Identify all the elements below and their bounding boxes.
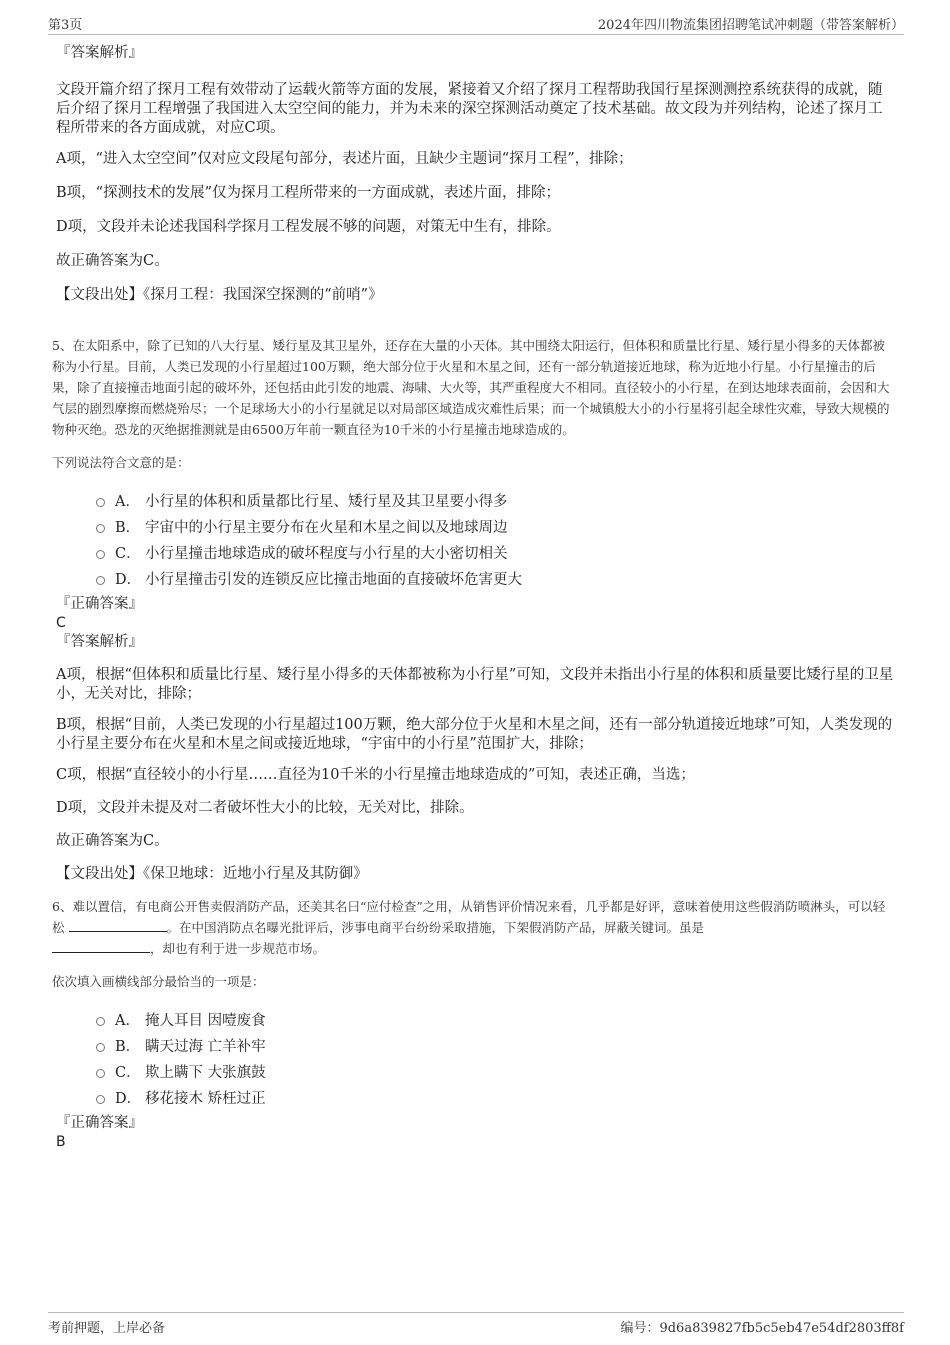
q5-options [56, 487, 896, 591]
document-title: 2024年四川物流集团招聘笔试冲刺题（带答案解析） [597, 18, 904, 33]
q6-stem-part1: 6、难以置信，有电商公开售卖假消防产品，还美其名曰“应付检查”之用，从销售评价情况来看，几乎都是好评，意味着使用这些假消防喷淋头，可以轻松 [52, 899, 886, 935]
q5-option-c-analysis: C项，根据“直径较小的小行星……直径为10千米的小行星撞击地球造成的”可知，表述正确，当选； [56, 767, 695, 783]
page-content [52, 44, 896, 1152]
fill-blank-1[interactable] [69, 919, 167, 932]
option-letter: B． [115, 519, 141, 536]
option-letter: C． [115, 545, 141, 562]
q6-option-b[interactable] [56, 1032, 896, 1058]
q4-option-a-analysis: A项，“进入太空空间”仅对应文段尾句部分，表述片面，且缺少主题词“探月工程”，排除； [56, 151, 633, 167]
option-text: 小行星撞击引发的连锁反应比撞击地面的直接破坏危害更大 [145, 571, 522, 588]
radio-icon[interactable] [96, 1095, 105, 1104]
q5-source: 【文段出处】《保卫地球：近地小行星及其防御》 [56, 866, 368, 882]
q4-option-b-analysis: B项，“探测技术的发展”仅为探月工程所带来的一方面成就，表述片面，排除； [56, 185, 560, 201]
option-letter: B． [115, 1038, 141, 1055]
radio-icon[interactable] [96, 524, 105, 533]
q6-options [56, 1006, 896, 1110]
q6-option-a[interactable] [56, 1006, 896, 1032]
radio-icon[interactable] [96, 1017, 105, 1026]
fill-blank-2[interactable] [52, 940, 150, 953]
q5-answer-label: 『正确答案』 [56, 596, 143, 612]
q6-prompt: 依次填入画横线部分最恰当的一项是： [52, 974, 265, 989]
option-letter: D． [115, 571, 142, 588]
q6-option-c[interactable] [56, 1058, 896, 1084]
option-text: 小行星撞击地球造成的破坏程度与小行星的大小密切相关 [145, 545, 508, 562]
q5-prompt: 下列说法符合文意的是： [52, 455, 190, 470]
page-number: 第3页 [48, 18, 83, 33]
option-text: 掩人耳目 因噎废食 [145, 1012, 266, 1029]
q4-conclusion: 故正确答案为C。 [56, 253, 169, 269]
q5-option-d[interactable] [56, 565, 896, 591]
option-text: 移花接木 矫枉过正 [145, 1090, 266, 1107]
q6-stem-part3: ，却也有利于进一步规范市场。 [150, 941, 326, 956]
option-text: 瞒天过海 亡羊补牢 [145, 1038, 266, 1055]
q5-stem: 5、在太阳系中，除了已知的八大行星、矮行星及其卫星外，还存在大量的小天体。其中围绕太阳运行，但体积和质量比行星、矮行星小得多的天体都被称为小行星。目前，人类已发现的小行星超过100万颗，绝大部分位于火星和木星之间，还有一部分轨道接近地球，称为近地小行星。小行星撞击的后果，除了直接撞击地面引起的破坏外，还包括由此引发的地震、海啸、大火等，其严重程度大不相同。直径较小的小行星，在到达地球表面前，会因和大气层的剧烈摩擦而燃烧殆尽；一个足球场大小的小行星就足以对局部区域造成灾难性后果；而一个城镇般大小的小行星将引起全球性灾难，导致大规模的物种灭绝。恐龙的灭绝据推测就是由6500万年前一颗直径为10千米的小行星撞击地球造成的。 [52, 338, 890, 437]
q5-analysis-label: 『答案解析』 [56, 634, 143, 650]
option-text: 欺上瞒下 大张旗鼓 [145, 1064, 266, 1081]
q5-option-d-analysis: D项，文段并未提及对二者破坏性大小的比较，无关对比，排除。 [56, 800, 474, 816]
option-text: 宇宙中的小行星主要分布在火星和木星之间以及地球周边 [145, 519, 508, 536]
footer-slogan: 考前押题，上岸必备 [48, 1321, 166, 1336]
q5-answer: C [56, 615, 66, 631]
q5-conclusion: 故正确答案为C。 [56, 833, 169, 849]
document-id: 编号：9d6a839827fb5c5eb47e54df2803ff8f [620, 1321, 904, 1336]
option-text: 小行星的体积和质量都比行星、矮行星及其卫星要小得多 [145, 493, 508, 510]
q6-option-d[interactable] [56, 1084, 896, 1110]
radio-icon[interactable] [96, 576, 105, 585]
q5-option-a[interactable] [56, 487, 896, 513]
q5-option-c[interactable] [56, 539, 896, 565]
page-footer [48, 1312, 904, 1337]
q5-option-b-analysis: B项，根据“目前，人类已发现的小行星超过100万颗，绝大部分位于火星和木星之间，还有一部分轨道接近地球”可知，人类发现的小行星主要分布在火星和木星之间或接近地球，“宇宙中的小行星”范围扩大，排除； [56, 717, 893, 752]
option-letter: C． [115, 1064, 141, 1081]
radio-icon[interactable] [96, 1069, 105, 1078]
option-letter: A． [115, 1012, 140, 1029]
radio-icon[interactable] [96, 550, 105, 559]
q6-answer: B [56, 1134, 66, 1150]
radio-icon[interactable] [96, 1043, 105, 1052]
page-header [48, 14, 904, 35]
q6-stem [52, 896, 896, 959]
q4-option-d-analysis: D项，文段并未论述我国科学探月工程发展不够的问题，对策无中生有，排除。 [56, 219, 561, 235]
q5-option-a-analysis: A项，根据“但体积和质量比行星、矮行星小得多的天体都被称为小行星”可知，文段并未指出小行星的体积和质量要比矮行星的卫星小，无关对比，排除； [56, 667, 894, 702]
option-letter: A． [115, 493, 140, 510]
q6-answer-label: 『正确答案』 [56, 1115, 143, 1131]
q4-analysis-label: 『答案解析』 [56, 45, 143, 61]
q6-stem-part2: 。在中国消防点名曝光批评后，涉事电商平台纷纷采取措施，下架假消防产品，屏蔽关键词。虽是 [166, 920, 705, 935]
q4-analysis-text: 文段开篇介绍了探月工程有效带动了运载火箭等方面的发展，紧接着又介绍了探月工程帮助我国行星探测测控系统获得的成就，随后介绍了探月工程增强了我国进入太空空间的能力，并为未来的深空探测活动奠定了技术基础。故文段为并列结构，论述了探月工程所带来的各方面成就，对应C项。 [56, 82, 883, 136]
radio-icon[interactable] [96, 498, 105, 507]
option-letter: D． [115, 1090, 142, 1107]
q5-option-b[interactable] [56, 513, 896, 539]
q4-source: 【文段出处】《探月工程：我国深空探测的“前哨”》 [56, 287, 383, 303]
